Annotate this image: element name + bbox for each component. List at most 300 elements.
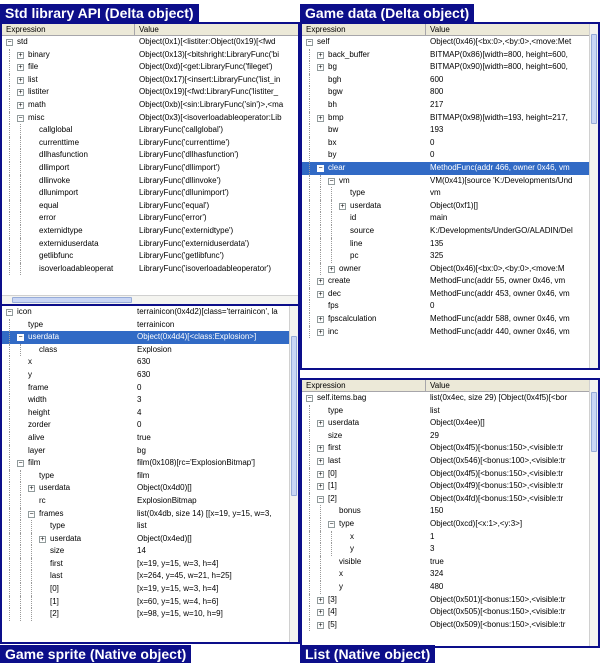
expression-name: x bbox=[350, 531, 354, 541]
expression-cell bbox=[302, 175, 426, 188]
value-cell: Object(0x46)[<bx:0>,<by:0>,<move:M bbox=[430, 263, 565, 273]
tree-guide-line bbox=[9, 331, 10, 344]
watch-row[interactable] bbox=[2, 508, 298, 521]
watch-row[interactable] bbox=[2, 369, 298, 382]
expression-name: alive bbox=[28, 432, 45, 442]
expression-name: getlibfunc bbox=[39, 251, 74, 261]
expand-icon[interactable]: + bbox=[329, 265, 334, 273]
expand-icon[interactable]: + bbox=[318, 470, 323, 478]
watch-row[interactable] bbox=[2, 99, 298, 112]
tree-guide-line bbox=[9, 225, 10, 238]
watch-row[interactable] bbox=[302, 430, 598, 443]
watch-row[interactable] bbox=[2, 558, 298, 571]
tree-guide-line bbox=[20, 212, 21, 225]
value-cell: MethodFunc(addr 466, owner 0x46, vm bbox=[430, 162, 570, 172]
expression-cell bbox=[302, 594, 426, 607]
expression-cell bbox=[2, 533, 133, 546]
expand-icon[interactable]: + bbox=[18, 89, 23, 97]
watch-row[interactable] bbox=[2, 394, 298, 407]
expression-name: layer bbox=[28, 445, 46, 455]
tree-guide-line bbox=[20, 187, 21, 200]
watch-row[interactable] bbox=[302, 455, 598, 468]
expand-icon[interactable]: + bbox=[318, 596, 323, 604]
tree-guide-line bbox=[309, 300, 310, 313]
watch-row[interactable] bbox=[302, 313, 598, 326]
tree-guide-line bbox=[309, 480, 310, 493]
watch-row[interactable] bbox=[2, 124, 298, 137]
tree-guide-line bbox=[320, 531, 321, 544]
watch-row[interactable] bbox=[2, 306, 298, 319]
tree-guide-line bbox=[331, 187, 332, 200]
expand-icon[interactable]: + bbox=[340, 202, 345, 210]
tree-guide-line bbox=[20, 482, 21, 495]
value-cell: LibraryFunc('callglobal') bbox=[139, 125, 223, 135]
collapse-icon[interactable]: − bbox=[29, 510, 34, 518]
watch-row[interactable] bbox=[302, 288, 598, 301]
watch-row[interactable] bbox=[2, 608, 298, 621]
watch-row[interactable] bbox=[2, 470, 298, 483]
watch-row[interactable] bbox=[302, 442, 598, 455]
watch-row[interactable] bbox=[2, 344, 298, 357]
watch-row[interactable] bbox=[2, 137, 298, 150]
watch-row[interactable] bbox=[2, 331, 298, 344]
watch-row[interactable] bbox=[302, 112, 598, 125]
watch-row[interactable] bbox=[302, 250, 598, 263]
tree-guide-line bbox=[9, 432, 10, 445]
expression-name: dllimport bbox=[39, 162, 70, 172]
value-cell: list bbox=[430, 405, 440, 415]
watch-row[interactable] bbox=[302, 200, 598, 213]
watch-row[interactable] bbox=[2, 149, 298, 162]
watch-row[interactable] bbox=[302, 493, 598, 506]
value-cell: LibraryFunc('dllinvoke') bbox=[139, 175, 221, 185]
tree-guide-line bbox=[9, 545, 10, 558]
expression-name: clear bbox=[328, 162, 346, 172]
tree-guide-line bbox=[9, 263, 10, 276]
expression-cell bbox=[302, 238, 426, 251]
game-data-panel bbox=[300, 22, 600, 370]
expression-name: owner bbox=[339, 263, 361, 273]
tree-guide-line bbox=[9, 137, 10, 150]
watch-row[interactable] bbox=[302, 405, 598, 418]
watch-row[interactable] bbox=[302, 581, 598, 594]
watch-row[interactable] bbox=[302, 238, 598, 251]
expression-name: userdata bbox=[28, 332, 60, 342]
tree-guide-line bbox=[20, 162, 21, 175]
expression-cell bbox=[2, 175, 135, 188]
watch-row[interactable] bbox=[2, 407, 298, 420]
tree-guide-line bbox=[31, 558, 32, 571]
watch-row[interactable] bbox=[302, 149, 598, 162]
expand-icon[interactable]: + bbox=[29, 485, 34, 493]
value-cell: MethodFunc(addr 588, owner 0x46, vm bbox=[430, 314, 570, 324]
tree-guide-line bbox=[20, 608, 21, 621]
vertical-scrollbar[interactable] bbox=[289, 306, 298, 642]
watch-row[interactable] bbox=[302, 392, 598, 405]
value-cell: LibraryFunc('isoverloadableoperator') bbox=[139, 263, 272, 273]
watch-row[interactable] bbox=[2, 596, 298, 609]
scrollbar-thumb[interactable] bbox=[12, 297, 132, 303]
expand-icon[interactable]: + bbox=[318, 328, 323, 336]
expression-name: [1] bbox=[328, 481, 337, 491]
watch-header bbox=[302, 24, 598, 36]
expand-icon[interactable]: + bbox=[318, 457, 323, 465]
watch-row[interactable] bbox=[2, 36, 298, 49]
expression-cell bbox=[302, 493, 426, 506]
expression-cell bbox=[302, 326, 426, 339]
tree-guide-line bbox=[331, 225, 332, 238]
value-cell: MethodFunc(addr 453, owner 0x46, vm bbox=[430, 288, 570, 298]
tree-guide-line bbox=[309, 594, 310, 607]
tree-guide-line bbox=[31, 545, 32, 558]
expression-name: dec bbox=[328, 288, 341, 298]
expression-name: externiduserdata bbox=[39, 238, 99, 248]
tree-guide-line bbox=[309, 200, 310, 213]
expression-name: [1] bbox=[50, 596, 59, 606]
expression-name: fps bbox=[328, 301, 339, 311]
expression-cell bbox=[302, 124, 426, 137]
expression-name: file bbox=[28, 62, 39, 72]
watch-row[interactable] bbox=[302, 594, 598, 607]
value-cell: Object(0x17)[<insert:LibraryFunc('list_in bbox=[139, 74, 281, 84]
expression-name: binary bbox=[28, 49, 50, 59]
tree-guide-line bbox=[320, 518, 321, 531]
watch-row[interactable] bbox=[2, 495, 298, 508]
watch-row[interactable] bbox=[2, 382, 298, 395]
expression-name: [3] bbox=[328, 594, 337, 604]
expression-cell bbox=[302, 86, 426, 99]
watch-row[interactable] bbox=[302, 543, 598, 556]
watch-row[interactable] bbox=[2, 200, 298, 213]
value-cell: ExplosionBitmap bbox=[137, 495, 197, 505]
expression-cell bbox=[2, 520, 133, 533]
expand-icon[interactable]: + bbox=[318, 621, 323, 629]
value-column-header[interactable]: Value bbox=[139, 25, 159, 34]
expression-name: dllinvoke bbox=[39, 175, 71, 185]
watch-row[interactable] bbox=[302, 225, 598, 238]
value-cell: LibraryFunc('externiduserdata') bbox=[139, 238, 250, 248]
watch-row[interactable] bbox=[302, 531, 598, 544]
value-cell: [x=98, y=15, w=10, h=9] bbox=[137, 609, 223, 619]
expression-name: first bbox=[328, 443, 341, 453]
tree-guide-line bbox=[331, 200, 332, 213]
tree-guide-line bbox=[320, 263, 321, 276]
value-cell: Object(0x46)[<bx:0>,<by:0>,<move:Met bbox=[430, 37, 572, 46]
tree-guide-line bbox=[309, 405, 310, 418]
tree-guide-line bbox=[309, 455, 310, 468]
expression-cell bbox=[302, 212, 426, 225]
expression-cell bbox=[2, 596, 133, 609]
watch-row[interactable] bbox=[2, 238, 298, 251]
collapse-icon[interactable]: − bbox=[7, 39, 12, 46]
watch-row[interactable] bbox=[302, 74, 598, 87]
expression-column-header[interactable]: Expression bbox=[2, 24, 135, 36]
watch-row[interactable] bbox=[2, 356, 298, 369]
expression-name: last bbox=[328, 455, 341, 465]
watch-row[interactable] bbox=[2, 74, 298, 87]
expression-cell bbox=[2, 74, 135, 87]
collapse-icon[interactable]: − bbox=[307, 39, 312, 46]
watch-row[interactable] bbox=[302, 518, 598, 531]
collapse-icon[interactable]: − bbox=[18, 460, 23, 468]
expression-cell bbox=[2, 306, 133, 319]
value-cell: 3 bbox=[430, 544, 435, 554]
watch-row[interactable] bbox=[2, 187, 298, 200]
watch-row[interactable] bbox=[302, 468, 598, 481]
expand-icon[interactable]: + bbox=[318, 420, 323, 428]
expression-cell bbox=[2, 508, 133, 521]
expression-cell bbox=[302, 392, 426, 405]
watch-row[interactable] bbox=[2, 457, 298, 470]
vertical-scrollbar[interactable] bbox=[589, 24, 598, 368]
value-cell: Object(0x4d0)[] bbox=[137, 483, 192, 493]
expand-icon[interactable]: + bbox=[18, 101, 23, 109]
watch-row[interactable] bbox=[302, 263, 598, 276]
expression-name: back_buffer bbox=[328, 49, 370, 59]
tree-guide-line bbox=[9, 356, 10, 369]
watch-row[interactable] bbox=[302, 505, 598, 518]
expression-cell bbox=[2, 382, 133, 395]
expression-name: misc bbox=[28, 112, 45, 122]
tree-guide-line bbox=[320, 200, 321, 213]
tree-guide-line bbox=[9, 49, 10, 62]
expression-cell bbox=[302, 36, 426, 49]
expand-icon[interactable]: + bbox=[318, 278, 323, 286]
value-cell: 325 bbox=[430, 251, 444, 261]
tree-guide-line bbox=[20, 545, 21, 558]
watch-row[interactable] bbox=[302, 187, 598, 200]
watch-row[interactable] bbox=[2, 570, 298, 583]
expression-name: icon bbox=[17, 307, 32, 316]
expression-name: [5] bbox=[328, 619, 337, 629]
watch-row[interactable] bbox=[302, 556, 598, 569]
value-cell: 217 bbox=[430, 99, 444, 109]
expression-cell bbox=[302, 581, 426, 594]
expand-icon[interactable]: + bbox=[318, 51, 323, 59]
expand-icon[interactable]: + bbox=[318, 114, 323, 122]
expression-cell bbox=[2, 558, 133, 571]
expression-cell bbox=[2, 394, 133, 407]
collapse-icon[interactable]: − bbox=[329, 177, 334, 185]
watch-row[interactable] bbox=[302, 61, 598, 74]
expression-cell bbox=[302, 518, 426, 531]
scrollbar-thumb[interactable] bbox=[591, 34, 597, 124]
watch-row[interactable] bbox=[2, 432, 298, 445]
watch-row[interactable] bbox=[302, 326, 598, 339]
expand-icon[interactable]: + bbox=[18, 76, 23, 84]
expression-name: zorder bbox=[28, 420, 51, 430]
expression-cell bbox=[302, 49, 426, 62]
expand-icon[interactable]: + bbox=[318, 483, 323, 491]
expression-cell bbox=[2, 200, 135, 213]
expression-cell bbox=[302, 619, 426, 632]
expression-cell bbox=[2, 250, 135, 263]
value-cell: Object(0x4f5)[<bonus:150>,<visible:tr bbox=[430, 468, 564, 478]
expression-cell bbox=[2, 545, 133, 558]
value-cell: Object(0x4d4)[<class:Explosion>] bbox=[137, 332, 257, 342]
watch-row[interactable] bbox=[2, 533, 298, 546]
expression-cell bbox=[302, 61, 426, 74]
expression-cell bbox=[2, 570, 133, 583]
collapse-icon[interactable]: − bbox=[18, 334, 23, 342]
watch-row[interactable] bbox=[302, 137, 598, 150]
expression-cell bbox=[2, 482, 133, 495]
collapse-icon[interactable]: − bbox=[18, 114, 23, 122]
tree-guide-line bbox=[309, 581, 310, 594]
expand-icon[interactable]: + bbox=[318, 445, 323, 453]
watch-row[interactable] bbox=[302, 300, 598, 313]
expression-cell bbox=[2, 369, 133, 382]
tree-guide-line bbox=[20, 508, 21, 521]
watch-row[interactable] bbox=[302, 86, 598, 99]
watch-row[interactable] bbox=[302, 49, 598, 62]
expand-icon[interactable]: + bbox=[318, 290, 323, 298]
value-cell: 800 bbox=[430, 87, 444, 97]
watch-row[interactable] bbox=[2, 583, 298, 596]
expression-cell bbox=[302, 430, 426, 443]
tree-guide-line bbox=[309, 430, 310, 443]
expression-name: frames bbox=[39, 508, 64, 518]
tree-guide-line bbox=[9, 162, 10, 175]
tree-guide-line bbox=[309, 187, 310, 200]
expression-cell bbox=[2, 86, 135, 99]
expression-name: first bbox=[50, 558, 63, 568]
expression-name: type bbox=[39, 470, 55, 480]
expand-icon[interactable]: + bbox=[18, 51, 23, 59]
watch-row[interactable] bbox=[2, 49, 298, 62]
horizontal-scrollbar[interactable] bbox=[2, 295, 298, 304]
watch-row[interactable] bbox=[2, 250, 298, 263]
value-cell: MethodFunc(addr 440, owner 0x46, vm bbox=[430, 326, 570, 336]
expand-icon[interactable]: + bbox=[40, 535, 45, 543]
tree-guide-line bbox=[9, 319, 10, 332]
watch-row[interactable] bbox=[2, 86, 298, 99]
value-column-header[interactable]: Value bbox=[430, 25, 450, 34]
expression-cell bbox=[302, 543, 426, 556]
expand-icon[interactable]: + bbox=[318, 609, 323, 617]
game-data-label: Game data (Delta object) bbox=[300, 4, 474, 22]
watch-row[interactable] bbox=[302, 606, 598, 619]
watch-row[interactable] bbox=[2, 212, 298, 225]
value-cell: K:/Developments/UnderGO/ALADIN/Del bbox=[430, 225, 573, 235]
expression-column-header[interactable]: Expression bbox=[302, 24, 426, 36]
watch-row[interactable] bbox=[2, 319, 298, 332]
watch-row[interactable] bbox=[302, 568, 598, 581]
expression-cell bbox=[2, 238, 135, 251]
watch-row[interactable] bbox=[302, 480, 598, 493]
expression-cell bbox=[2, 331, 133, 344]
value-cell: Explosion bbox=[137, 344, 172, 354]
tree-guide-line bbox=[9, 369, 10, 382]
expression-cell bbox=[302, 137, 426, 150]
expression-cell bbox=[302, 250, 426, 263]
tree-guide-line bbox=[20, 583, 21, 596]
value-cell: Object(0x4f9)[<bonus:150>,<visible:tr bbox=[430, 481, 564, 491]
tree-guide-line bbox=[9, 124, 10, 137]
watch-row[interactable] bbox=[302, 162, 598, 175]
expression-cell bbox=[2, 457, 133, 470]
collapse-icon[interactable]: − bbox=[307, 395, 312, 402]
expression-cell bbox=[302, 505, 426, 518]
expression-name: type bbox=[350, 188, 366, 198]
tree-guide-line bbox=[20, 596, 21, 609]
expand-icon[interactable]: + bbox=[318, 316, 323, 324]
watch-row[interactable] bbox=[302, 175, 598, 188]
value-cell: 0 bbox=[430, 150, 435, 160]
watch-row[interactable] bbox=[2, 482, 298, 495]
watch-row[interactable] bbox=[2, 263, 298, 276]
watch-row[interactable] bbox=[2, 61, 298, 74]
collapse-icon[interactable]: − bbox=[318, 495, 323, 503]
value-column-header[interactable]: Value bbox=[430, 381, 450, 390]
tree-guide-line bbox=[9, 407, 10, 420]
expression-name: type bbox=[339, 518, 355, 528]
tree-guide-line bbox=[9, 608, 10, 621]
watch-row[interactable] bbox=[302, 124, 598, 137]
watch-header bbox=[302, 380, 598, 392]
value-cell: 135 bbox=[430, 238, 444, 248]
value-cell: BITMAP(0x90)[width=800, height=600, bbox=[430, 62, 568, 72]
expression-name: by bbox=[328, 150, 337, 160]
value-cell: 480 bbox=[430, 581, 444, 591]
watch-row[interactable] bbox=[2, 520, 298, 533]
vertical-scrollbar[interactable] bbox=[589, 380, 598, 646]
collapse-icon[interactable]: − bbox=[7, 309, 12, 316]
collapse-icon[interactable]: − bbox=[318, 164, 323, 172]
expression-cell bbox=[2, 344, 133, 357]
tree-guide-line bbox=[331, 212, 332, 225]
std-library-label: Std library API (Delta object) bbox=[0, 4, 199, 22]
watch-row[interactable] bbox=[2, 112, 298, 125]
scrollbar-thumb[interactable] bbox=[291, 336, 297, 496]
watch-row[interactable] bbox=[2, 445, 298, 458]
expression-column-header[interactable]: Expression bbox=[302, 380, 426, 392]
expression-name: [2] bbox=[50, 609, 59, 619]
watch-row[interactable] bbox=[2, 175, 298, 188]
watch-row[interactable] bbox=[302, 99, 598, 112]
expand-icon[interactable]: + bbox=[318, 64, 323, 72]
value-cell: LibraryFunc('dllimport') bbox=[139, 162, 220, 172]
expression-cell bbox=[302, 568, 426, 581]
expand-icon[interactable]: + bbox=[18, 64, 23, 72]
tree-guide-line bbox=[9, 596, 10, 609]
expression-name: bmp bbox=[328, 112, 344, 122]
tree-guide-line bbox=[309, 238, 310, 251]
expression-cell bbox=[302, 263, 426, 276]
expression-name: fpscalculation bbox=[328, 314, 377, 324]
watch-row[interactable] bbox=[302, 619, 598, 632]
watch-row[interactable] bbox=[302, 417, 598, 430]
watch-row[interactable] bbox=[2, 419, 298, 432]
watch-row[interactable] bbox=[302, 212, 598, 225]
scrollbar-thumb[interactable] bbox=[591, 392, 597, 452]
collapse-icon[interactable]: − bbox=[329, 520, 334, 528]
watch-row[interactable] bbox=[2, 162, 298, 175]
tree-guide-line bbox=[31, 533, 32, 546]
watch-row[interactable] bbox=[302, 275, 598, 288]
tree-guide-line bbox=[9, 149, 10, 162]
expression-name: id bbox=[350, 213, 357, 223]
std-library-watch bbox=[2, 24, 298, 304]
expression-cell bbox=[2, 187, 135, 200]
watch-row[interactable] bbox=[302, 36, 598, 49]
value-cell: 630 bbox=[137, 357, 151, 367]
watch-row[interactable] bbox=[2, 545, 298, 558]
tree-guide-line bbox=[31, 596, 32, 609]
tree-guide-line bbox=[309, 556, 310, 569]
expression-cell bbox=[2, 137, 135, 150]
watch-row[interactable] bbox=[2, 225, 298, 238]
